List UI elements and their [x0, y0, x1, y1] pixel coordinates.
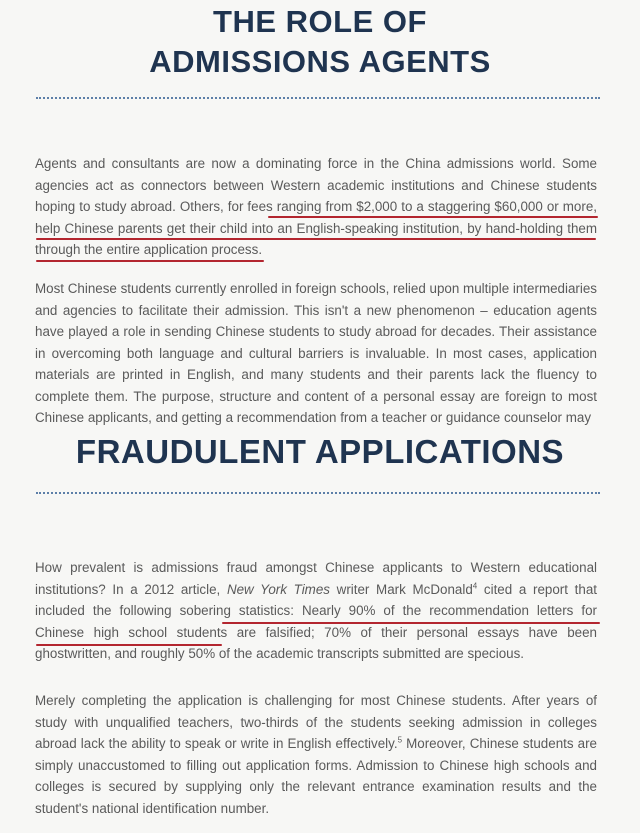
text-run: How prevalent is admissions fraud amongst Chinese applicants to Western educational institutions? In a 2012 article,	[35, 560, 597, 597]
paragraph-fraud-statistics	[35, 557, 597, 665]
highlight-underline	[222, 622, 600, 624]
paragraph-application-challenge	[35, 690, 597, 819]
paragraph-agents: Agents and consultants are now a dominating force in the China admissions world. Some agencies act as connectors between Western academic institutions and Chinese students hoping to study abroad. Others, for fees ranging from $2,000 to a staggering $60,000 or more, help Chinese parents get their child into an English-speaking institution, by hand-holding them through the entire application process.	[35, 156, 597, 257]
highlight-underline	[36, 238, 596, 240]
text-run: writer Mark McDonald	[329, 581, 473, 597]
dotted-divider	[36, 97, 600, 99]
footnote-marker: 4	[472, 581, 478, 591]
section-title-fraudulent: FRAUDULENT APPLICATIONS	[75, 433, 565, 470]
highlight-underline	[268, 216, 598, 218]
paragraph-intermediaries: Most Chinese students currently enrolled in foreign schools, relied upon multiple intermediaries and agencies to facilitate their admission. This isn't a new phenomenon – education agents have played a role in sending Chinese students to study abroad for decades. Their assistance in overcoming both language and cultural barriers is invaluable. In most cases, application materials are printed in English, and many students and their parents lack the fluency to complete them. The purpose, structure and content of a personal essay are foreign to most Chinese applicants, and getting a recommendation from a teacher or guidance counselor may	[35, 281, 597, 425]
section-title-role-line1: THE ROLE OF	[213, 4, 427, 39]
text-run: Merely completing the application is challenging for most Chinese students. After years of study with unqualified teachers, two-thirds of the students seeking admission in colleges abroad lack the ability to speak or write in English effectively.	[35, 693, 597, 751]
highlight-underline	[36, 260, 264, 262]
section-title-role-line2: ADMISSIONS AGENTS	[149, 44, 491, 79]
dotted-divider	[36, 492, 600, 494]
highlight-underline	[36, 644, 222, 646]
text-run: Moreover, Chinese students are simply unaccustomed to filling out application forms. Admission to Chinese high schools and colleges is secured by supplying only the relevant entrance examination results and the student's national identification number.	[35, 736, 597, 816]
publication-name: New York Times	[226, 581, 330, 597]
footnote-marker: 5	[397, 735, 403, 745]
text-run: cited a report that included the following sobering statistics: Nearly 90% of the recommendation letters for Chinese high school students are falsified; 70% of their personal essays have been ghostwritten, and roughly 50% of the academic transcripts submitted are specious.	[35, 581, 597, 661]
